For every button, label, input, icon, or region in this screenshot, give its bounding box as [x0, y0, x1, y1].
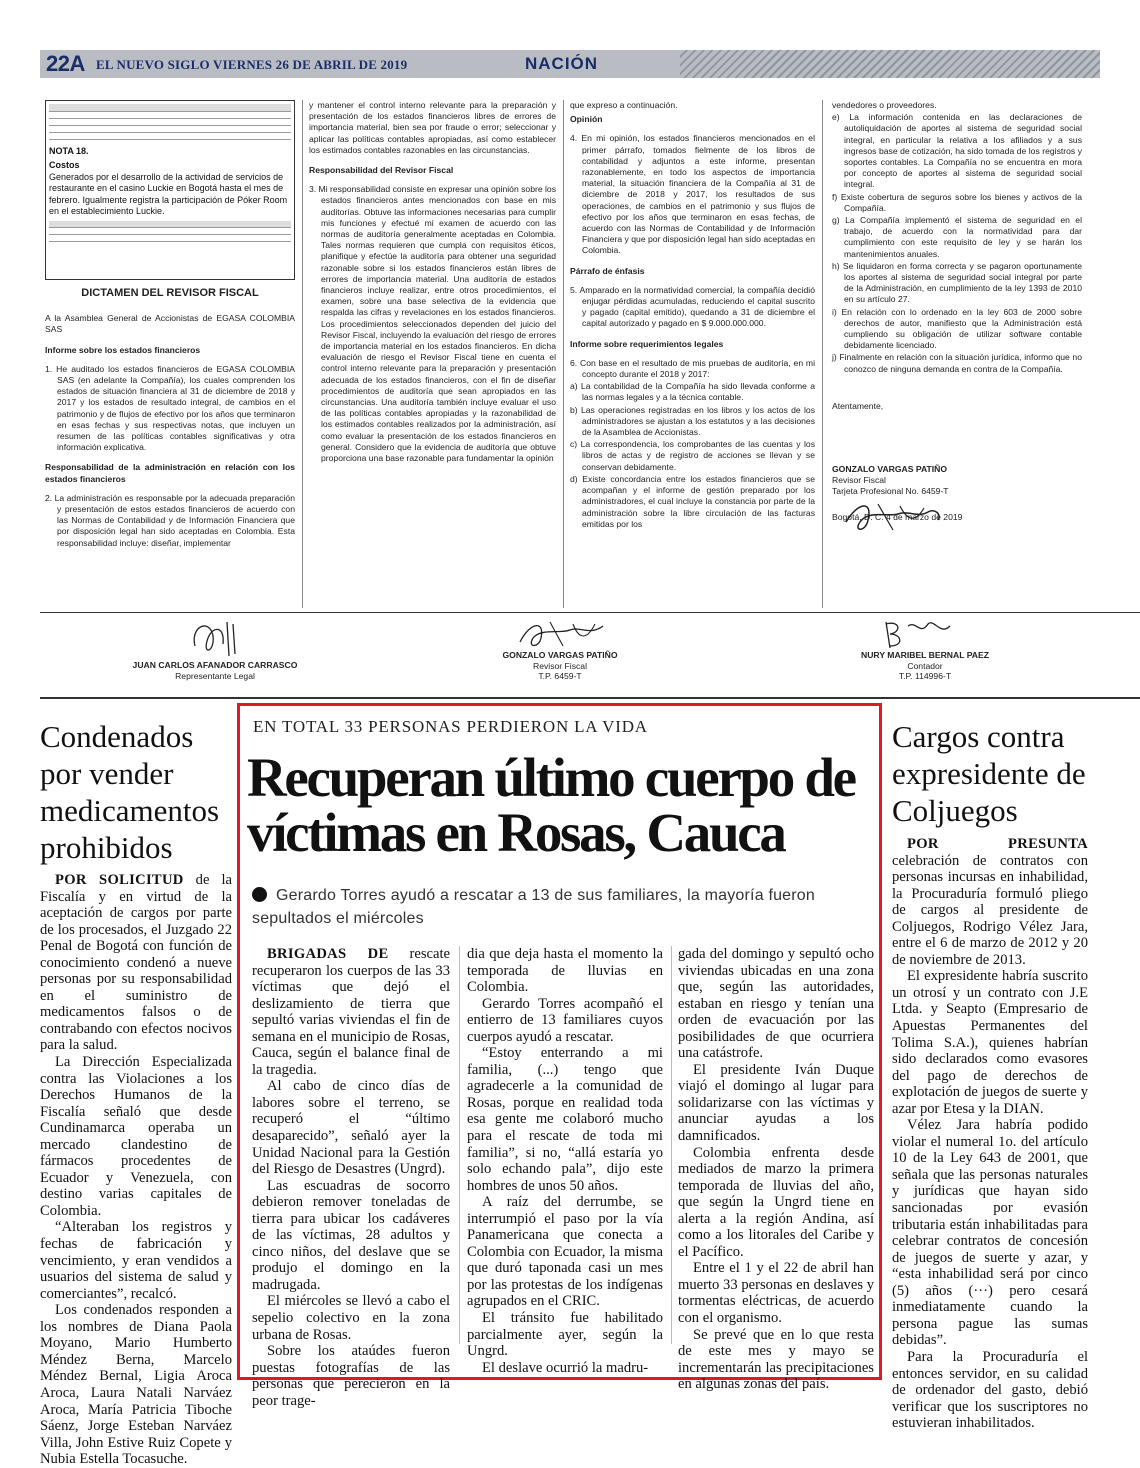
signatory-role: Revisor Fiscal: [533, 660, 587, 671]
story-p9: A raíz del derrumbe, se interrumpió el paso por la vía Panamericana que conecta a Colombia con Ecuador, la misma que duró taponada casi un mes por las protestas de los indígenas agrupados en el CRIC.: [467, 1194, 663, 1310]
page-number: 22A: [46, 51, 85, 76]
story-p7: Gerardo Torres acompañó el entierro de 13 familiares cuyos cuerpos ayudó a rescatar.: [467, 995, 663, 1045]
heading-enfasis: Párrafo de énfasis: [570, 265, 645, 276]
signatory-tp: T.P. 114996-T: [898, 671, 952, 681]
story-p15: Entre el 1 y el 22 de abril han muerto 33 personas en deslaves y tormentas eléctricas, de acuerdo con el organismo.: [678, 1260, 874, 1327]
signatory-tp: T.P. 6459-T: [538, 671, 582, 681]
page-header: [40, 50, 1090, 78]
story-col-3: [678, 946, 874, 1393]
story-p10: El tránsito fue habilitado parcialmente ayer, según la Ungrd.: [467, 1310, 663, 1360]
para-2: 2. La administración es responsable por la adecuada preparación y presentación de estos estados financieros de acuerdo con las Normas de Contabilidad y de Información Financiera que por disposición legal han sido aceptadas en Colombia. Esta responsabilidad incluye: diseñar, implementar: [45, 492, 295, 548]
heading-opinion: Opinión: [570, 114, 603, 125]
right-story-lead: POR PRESUNTA: [907, 836, 1088, 852]
story-p8: “Estoy enterrando a mi familia, (...) tengo que agradecerle a la comunidad de Rosas, porque en realidad toda esa gente me colaboró mucho para el rescate de toda mi familia”, si no, “allá estaría yo solo echando pala”, dijo este hombres de unos 50 años.: [467, 1045, 663, 1194]
story-p3: Las escuadras de socorro debieron remover toneladas de tierra para ubicar los cadáveres de las víctimas, 28 adultos y cinco niños, del deslave que se produjo el domingo en la madrugada.: [252, 1177, 450, 1293]
left-story-lead: POR SOLICITUD: [55, 872, 184, 888]
dateline: EL NUEVO SIGLO VIERNES 26 DE ABRIL DE 2019: [96, 57, 408, 72]
col-divider: [302, 100, 303, 608]
right-story-title: Cargos contra expresidente de Coljuegos: [892, 719, 1086, 828]
para-6h: h) Se liquidaron en forma correcta y se pagaron oportunamente los aportes al sistema de seguridad social integral por parte de la Administración, en cumplimiento de la ley 1393 de 2010 en su artículo 27.: [832, 260, 1082, 305]
para-6g: g) La Compañía implementó el sistema de seguridad en el trabajo, de acuerdo con la normatividad para dar cumplimiento con este requisito de ley y se harán los mantenimientos anuales.: [832, 215, 1082, 259]
col-divider: [822, 100, 823, 608]
signer-role: Revisor Fiscal: [832, 475, 886, 486]
signer-tp: Tarjeta Profesional No. 6459-T: [832, 486, 949, 497]
col-divider: [671, 946, 672, 1344]
signatory-1: [110, 660, 320, 681]
heading-estados: Informe sobre los estados financieros: [45, 344, 201, 355]
nota-body: Generados por el desarrollo de la actividad de servicios de restaurante en el casino Luckie en Bogotá hasta el mes de febrero. Igualmente registra la participación de Póker Room en el establecimiento Luckie.: [49, 171, 288, 216]
financial-table-2: [49, 221, 291, 243]
para-6i: i) En relación con lo ordenado en la ley 603 de 2000 sobre derechos de autor, manifiesto que la Administración está cumpliendo su obligación de utilizar software contable debidamente licenciado.: [832, 306, 1082, 351]
notice-col-2: [309, 100, 556, 608]
story-p1: rescate recuperaron los cuerpos de las 33 víctimas que dejó el deslizamiento de tierra que sepultó varias viviendas el fin de semana en el municipio de Rosas, Cauca, según el balance final de la tragedia.: [252, 946, 450, 1078]
summary-text: Gerardo Torres ayudó a rescatar a 13 de sus familiares, la mayoría fueron sepultados el miércoles: [252, 887, 816, 927]
header-stripes: [680, 50, 1100, 78]
signatory-3: [825, 650, 1025, 682]
story-p13: El presidente Iván Duque viajó el domingo al lugar para solidarizarse con las víctimas y anunciar ayudas a los damnificados.: [678, 1061, 874, 1145]
section-name: NACIÓN: [525, 54, 599, 73]
left-story-p4: Los condenados responden a los nombres de Diana Paola Moyano, Mario Humberto Méndez Berna, Marcelo Méndez Bernal, Ligia Aroca Aroca, Laura Natali Narváez Aroca, María Patricia Tiboche Sáenz, Jorge Esteban Narváez Villa, John Estive Ruiz Copete y Nubia Estella Tocasuche.: [40, 1302, 232, 1468]
signatory-role: Representante Legal: [175, 670, 255, 681]
left-story-p2: La Dirección Especializada contra las Violaciones a los Derechos Humanos de la Fiscalía señaló que desde Cundinamarca operaba un mercado clandestino de fármacos procedentes de Ecuador y Venezuela, con destino varias capitales de Colombia.: [40, 1054, 232, 1219]
story-p6: dia que deja hasta el momento la temporada de lluvias en Colombia.: [467, 946, 663, 996]
closing: Atentamente,: [832, 400, 884, 411]
financial-table-1: [49, 104, 291, 140]
col-divider: [563, 100, 564, 608]
left-story-body: [40, 872, 232, 1468]
signature-image: [880, 616, 960, 652]
right-story-p3: Vélez Jara habría podido violar el numeral 1o. del artículo 10 de la Ley 643 de 2001, que señala que las personas naturales y jurídicas que hayan sido sancionadas por evasión tributaria están inhabilitadas para celebrar contratos de concesión de juegos de suerte y azar, y “esta inhabilidad será por cinco (5) años (···) pero cesará inmediatamente cuando la persona pague las sumas debidas”.: [892, 1117, 1088, 1349]
right-story-body: [892, 836, 1088, 1432]
signer-name: GONZALO VARGAS PATIÑO: [832, 464, 948, 475]
bullet-icon: [252, 887, 267, 902]
signature-row-rule: [40, 612, 1140, 613]
story-p14: Colombia enfrenta desde mediados de marzo la primera temporada de lluvias del año, que según la Ungrd tiene en alerta a la región Andina, así como a los litorales del Caribe y el Pacífico.: [678, 1144, 874, 1260]
nota-title: NOTA 18.: [49, 145, 89, 156]
left-story-p1: de la Fiscalía y en virtud de la aceptación de cargos por parte de los procesados, el Juzgado 22 Penal de Bogotá con función de conocimiento condenó a nueve personas por su responsabilidad en el suministro de medicamentos falsos o de contrabando con efectos nocivos para la salud.: [40, 872, 232, 1054]
notes-box: [45, 100, 295, 280]
story-col-2: [467, 946, 663, 1376]
signature-image: [515, 614, 610, 652]
signer-date: Bogotá, D. C. 4 de marzo de 2019: [832, 511, 963, 522]
para-2-cont: y mantener el control interno relevante para la preparación y presentación de los estados financieros libres de errores de importancia material, bien sea por fraude o error; seleccionar y aplicar las políticas contables apropiadas, así como establecer los estimados contables razonables en las circunstancias.: [309, 100, 556, 155]
signature-image: [838, 492, 948, 542]
heading-requerimientos: Informe sobre requerimientos legales: [570, 338, 724, 349]
para-6: 6. Con base en el resultado de mis pruebas de auditoría, en mi concepto durante el 2018 y 2017:: [570, 357, 815, 380]
signatory-2: [470, 650, 650, 682]
para-6c: c) La correspondencia, los comprobantes de las cuentas y los libros de actas y de registro de acciones se llevan y se conservan debidamente.: [570, 439, 815, 472]
para-4: 4. En mi opinión, los estados financieros mencionados en el primer párrafo, tomados fielmente de los libros de contabilidad y adjuntos a este informe, presentan razonablemente, en todo los aspectos de importancia material, la situación financiera de la Compañía al 31 de diciembre de 2018 y 2017, los resultados de sus operaciones, de cambios en el patrimonio y sus flujos de efectivo por los años que terminaron en esas fechas, de acuerdo con las Normas de Contabilidad y de Información Financiera y que por disposición legal han sido aceptadas en Colombia.: [570, 133, 815, 256]
left-story-p3: “Alteraban los registros y fechas de fabricación y vencimiento, y eran vendidos a usuarios del sistema de salud y comerciantes”, recalcó.: [40, 1219, 232, 1302]
right-story-p4: Para la Procuraduría el entonces servidor, en su calidad de ordenador del gasto, debió verificar que los suscriptores no estuvieran inhabilitados.: [892, 1348, 1088, 1432]
right-story-p2: El expresidente habría suscrito un otrosí y un contrato con J.E Ltda. y Seapto (Empresario de Apuestas Permanentes del Tolima S.A.), quienes habrían sido declarados como evasores del pago de derechos de explotación de juegos de suerte y azar por Etesa y la DIAN.: [892, 968, 1088, 1117]
para-1: 1. He auditado los estados financieros de EGASA COLOMBIA SAS (en adelante la Compañía), los cuales comprenden los estados de situación financiera al 31 de diciembre de 2018 y 2017 y los estados de resultado integral, de cambios en el patrimonio y de flujos de efectivo por los años que terminaron en esas fechas y sus respectivas notas, que incluyen un resumen de las políticas contables significativas y otra información explicativa.: [45, 363, 295, 453]
dictamen-to: A la Asamblea General de Accionistas de EGASA COLOMBIA SAS: [45, 313, 295, 335]
para-6d-cont: vendedores o proveedores.: [832, 100, 937, 110]
left-story-title: Condenados por vender medicamentos prohibidos: [40, 719, 220, 865]
story-headline: Recuperan último cuerpo de víctimas en Rosas, Cauca: [247, 747, 855, 863]
para-6j: j) Finalmente en relación con la situación jurídica, informo que no conozco de ninguna demanda en contra de la Compañía.: [832, 352, 1082, 374]
para-6d: d) Existe concordancia entre los estados financieros que se acompañan y el informe de gestión preparado por los administradores, el cual incluye la constancia por parte de la administración sobre la libre circulación de las facturas emitidas por los: [570, 473, 815, 529]
story-summary: [252, 884, 872, 930]
col-divider: [459, 946, 460, 1344]
story-p12: gada del domingo y sepultó ocho viviendas ubicadas en una zona que, según las autoridades, estaban en riesgo y tenían una orden de evacuación por las posibilidades de que ocurriera una catástrofe.: [678, 946, 874, 1062]
notice-col-3: [570, 100, 815, 608]
story-p2: Al cabo de cinco días de labores sobre el terreno, se recuperó el “último desaparecido”, señaló ayer la Unidad Nacional para la Gestión del Riesgo de Desastres (Ungrd).: [252, 1078, 450, 1178]
story-p16: Se prevé que en lo que resta de este mes y mayo se incrementarán las precipitaciones en algunas zonas del país.: [678, 1326, 874, 1393]
notice-col-1: [45, 288, 295, 606]
para-3: 3. Mi responsabilidad consiste en expresar una opinión sobre los estados financieros antes mencionados con base en mis auditorías. Obtuve las informaciones necesarias para cumplir mis funciones y efectué mi examen de acuerdo con las normas de auditoría generalmente aceptadas en Colombia. Tales normas requieren que cumpla con requisitos éticos, planifique y efectúe la auditoría para obtener una seguridad razonable sobre si los estados financieros están libres de errores de importancia material. Una auditoría de estados financieros incluye realizar, entre otros procedimientos, el examen, sobre una base selectiva de la evidencia que respalda las cifras y revelaciones en los estados financieros. Los procedimientos seleccionados dependen del juicio del Revisor Fiscal, incluyendo la evaluación del riesgo de errores de importancia material en los estados financieros. En dicha evaluación de riesgo el Revisor Fiscal tiene en cuenta el control interno relevante para la preparación y presentación adecuada de los estados financieros, con el fin de diseñar procedimientos de auditoría que sean apropiados en las circunstancias. Una auditoría también incluye evaluar el uso de las políticas contables apropiadas y la razonabilidad de los estimados contables realizados por la administración, así como evaluar la presentación de los estados financieros en general. Considero que la evidencia de auditoría que obtuve proporciona una base razonable para fundamentar la opinión: [309, 184, 556, 464]
heading-administracion: Responsabilidad de la administración en relación con los estados financieros: [45, 462, 295, 484]
dictamen-title: DICTAMEN DEL REVISOR FISCAL: [81, 287, 259, 299]
story-lead: BRIGADAS DE: [267, 946, 389, 962]
heading-revisor: Responsabilidad del Revisor Fiscal: [309, 165, 454, 176]
para-6b: b) Las operaciones registradas en los libros y los actos de los administradores se ajustan a los estatutos y a las decisiones de la Asamblea de Accionistas.: [570, 404, 815, 438]
signatory-name: JUAN CARLOS AFANADOR CARRASCO: [132, 660, 298, 670]
signatory-role: Contador: [907, 660, 943, 671]
story-kicker: EN TOTAL 33 PERSONAS PERDIERON LA VIDA: [253, 717, 648, 736]
right-story-p1: celebración de contratos con personas incursas en inhabilidad, la Procuraduría formuló pliego de cargos al presidente de Coljuegos, Rodrigo Vélez Jara, entre el 6 de marzo de 2012 y 20 de noviembre de 2013.: [892, 852, 1088, 968]
signatory-name: NURY MARIBEL BERNAL PAEZ: [861, 650, 989, 660]
story-p4: El miércoles se llevó a cabo el sepelio colectivo en la zona urbana de Rosas.: [252, 1293, 450, 1343]
story-col-1: [252, 946, 450, 1409]
para-5: 5. Amparado en la normatividad comercial, la compañía decidió enjugar pérdidas acumuladas, reduciendo el capital suscrito y pagado (capital emitido), quedando a 31 de diciembre el capital autorizado y pagado en $ 9.000.000.000.: [570, 284, 815, 329]
para-6a: a) La contabilidad de la Compañía ha sido llevada conforme a las normas legales y a la técnica contable.: [570, 381, 815, 403]
story-p11: El deslave ocurrió la madru-: [482, 1359, 649, 1376]
story-p5: Sobre los ataúdes fueron puestas fotografías de las personas que perecieron en la peor trage-: [252, 1343, 450, 1409]
nota-subtitle: Costos: [49, 160, 80, 170]
para-6e: e) La información contenida en las declaraciones de autoliquidación de aportes al sistema de seguridad social integral, en particular la relativa a los afiliados y a sus ingresos base de cotización, ha sido tomada de los registros y soportes contables. La Compañía no se encuentra en mora por concepto de aportes al sistema de seguridad social integral.: [832, 112, 1082, 190]
para-6f: f) Existe cobertura de seguros sobre los bienes y activos de la Compañía.: [832, 191, 1082, 213]
signature-image: [185, 616, 245, 660]
para-3-cont: que expreso a continuación.: [570, 100, 678, 110]
signatory-name: GONZALO VARGAS PATIÑO: [502, 650, 618, 660]
